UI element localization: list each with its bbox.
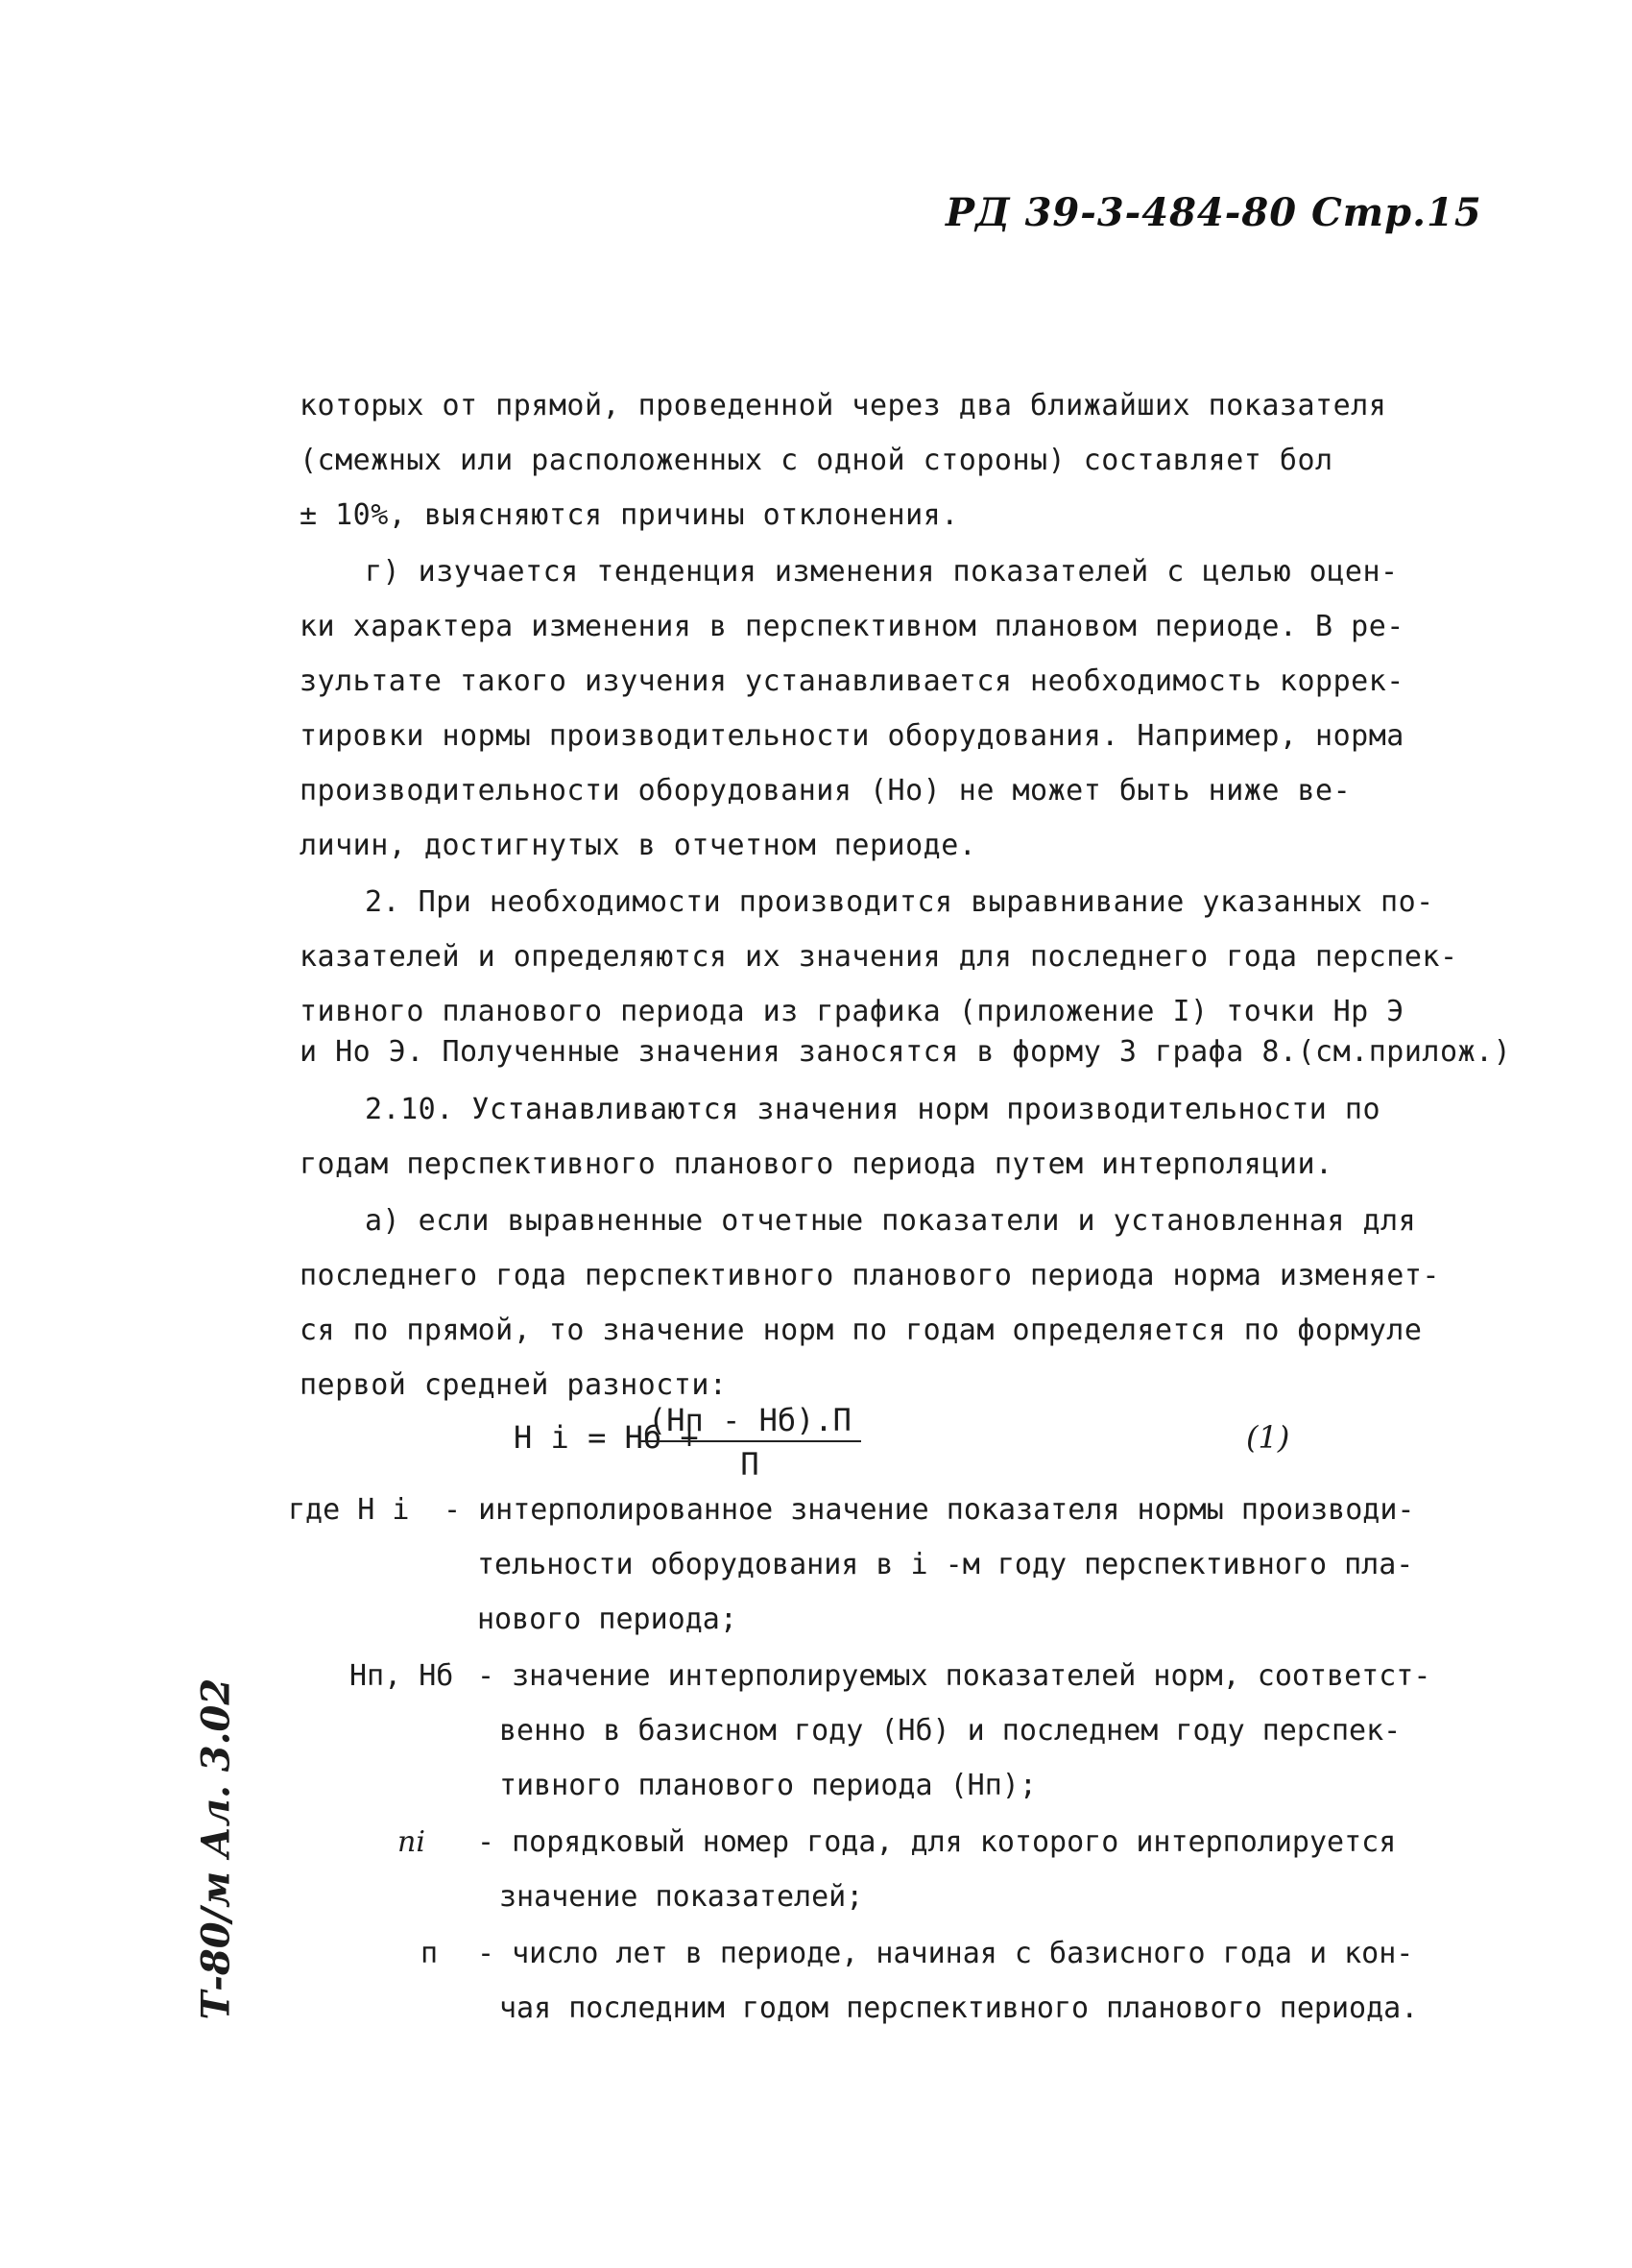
body-line: г) изучается тенденция изменения показателей с целью оцен-: [365, 555, 1399, 589]
formula-lhs: Н i = Нб +: [514, 1419, 699, 1456]
definition-text: тельности оборудования в i -м году перспективного пла-: [477, 1548, 1414, 1581]
body-line: тивного планового периода из графика (приложение I) точки Нр Э: [300, 995, 1404, 1028]
definition-text: чая последним годом перспективного планового периода.: [499, 1991, 1419, 2025]
body-line: 2. При необходимости производится выравнивание указанных по-: [365, 885, 1434, 919]
definition-text: тивного планового периода (Нп);: [499, 1769, 1037, 1802]
formula-numerator: (Нп - Нб).П: [638, 1402, 861, 1442]
body-line: (смежных или расположенных с одной стороны) составляет бол: [300, 444, 1333, 477]
formula-number: (1): [1246, 1419, 1290, 1456]
definition-term: п: [420, 1937, 439, 1970]
document-reference: РД 39-3-484-80 Стр.15: [946, 190, 1482, 235]
body-line: тировки нормы производительности оборудования. Например, норма: [300, 719, 1404, 753]
margin-handwritten-note: [187, 1677, 245, 2020]
body-line: казателей и определяются их значения для последнего года перспек-: [300, 940, 1458, 974]
definition-text: - порядковый номер года, для которого интерполируется: [477, 1825, 1397, 1859]
body-line: последнего года перспективного планового периода норма изменяет-: [300, 1259, 1440, 1292]
definition-text: - значение интерполируемых показателей норм, соответст-: [477, 1659, 1431, 1693]
formula-fraction: [638, 1402, 861, 1483]
definition-text: - интерполированное значение показателя нормы производи-: [444, 1493, 1415, 1527]
body-line: годам перспективного планового периода путем интерполяции.: [300, 1147, 1333, 1181]
body-line: ки характера изменения в перспективном плановом периоде. В ре-: [300, 610, 1404, 643]
definition-term: ni: [397, 1825, 425, 1859]
definition-term: Нп, Нб: [349, 1659, 454, 1693]
body-line: личин, достигнутых в отчетном периоде.: [300, 829, 977, 862]
body-line: ± 10%, выясняются причины отклонения.: [300, 498, 959, 532]
body-line: первой средней разности:: [300, 1368, 728, 1402]
margin-note-text: Т-80/м Ал. 3.02: [193, 1677, 239, 2020]
definition-text: значение показателей;: [499, 1880, 864, 1914]
body-line: а) если выравненные отчетные показатели и установленная для: [365, 1204, 1417, 1238]
body-line: производительности оборудования (Но) не может быть ниже ве-: [300, 774, 1352, 808]
formula-denominator: П: [740, 1446, 759, 1483]
body-line: 2.10. Устанавливаются значения норм производительности по: [365, 1093, 1381, 1126]
definition-text: венно в базисном году (Нб) и последнем году перспек-: [499, 1714, 1402, 1748]
body-line: ся по прямой, то значение норм по годам определяется по формуле: [300, 1314, 1423, 1347]
body-line: зультате такого изучения устанавливается необходимость коррек-: [300, 664, 1404, 698]
body-line: и Но Э. Полученные значения заносятся в форму 3 графа 8.(см.прилож.): [300, 1035, 1512, 1069]
interpolation-formula: [514, 1402, 974, 1508]
definition-term: где Н i: [288, 1493, 410, 1527]
body-line: которых от прямой, проведенной через два ближайших показателя: [300, 389, 1387, 422]
definition-text: нового периода;: [477, 1603, 737, 1636]
definition-text: - число лет в периоде, начиная с базисного года и кон-: [477, 1937, 1414, 1970]
